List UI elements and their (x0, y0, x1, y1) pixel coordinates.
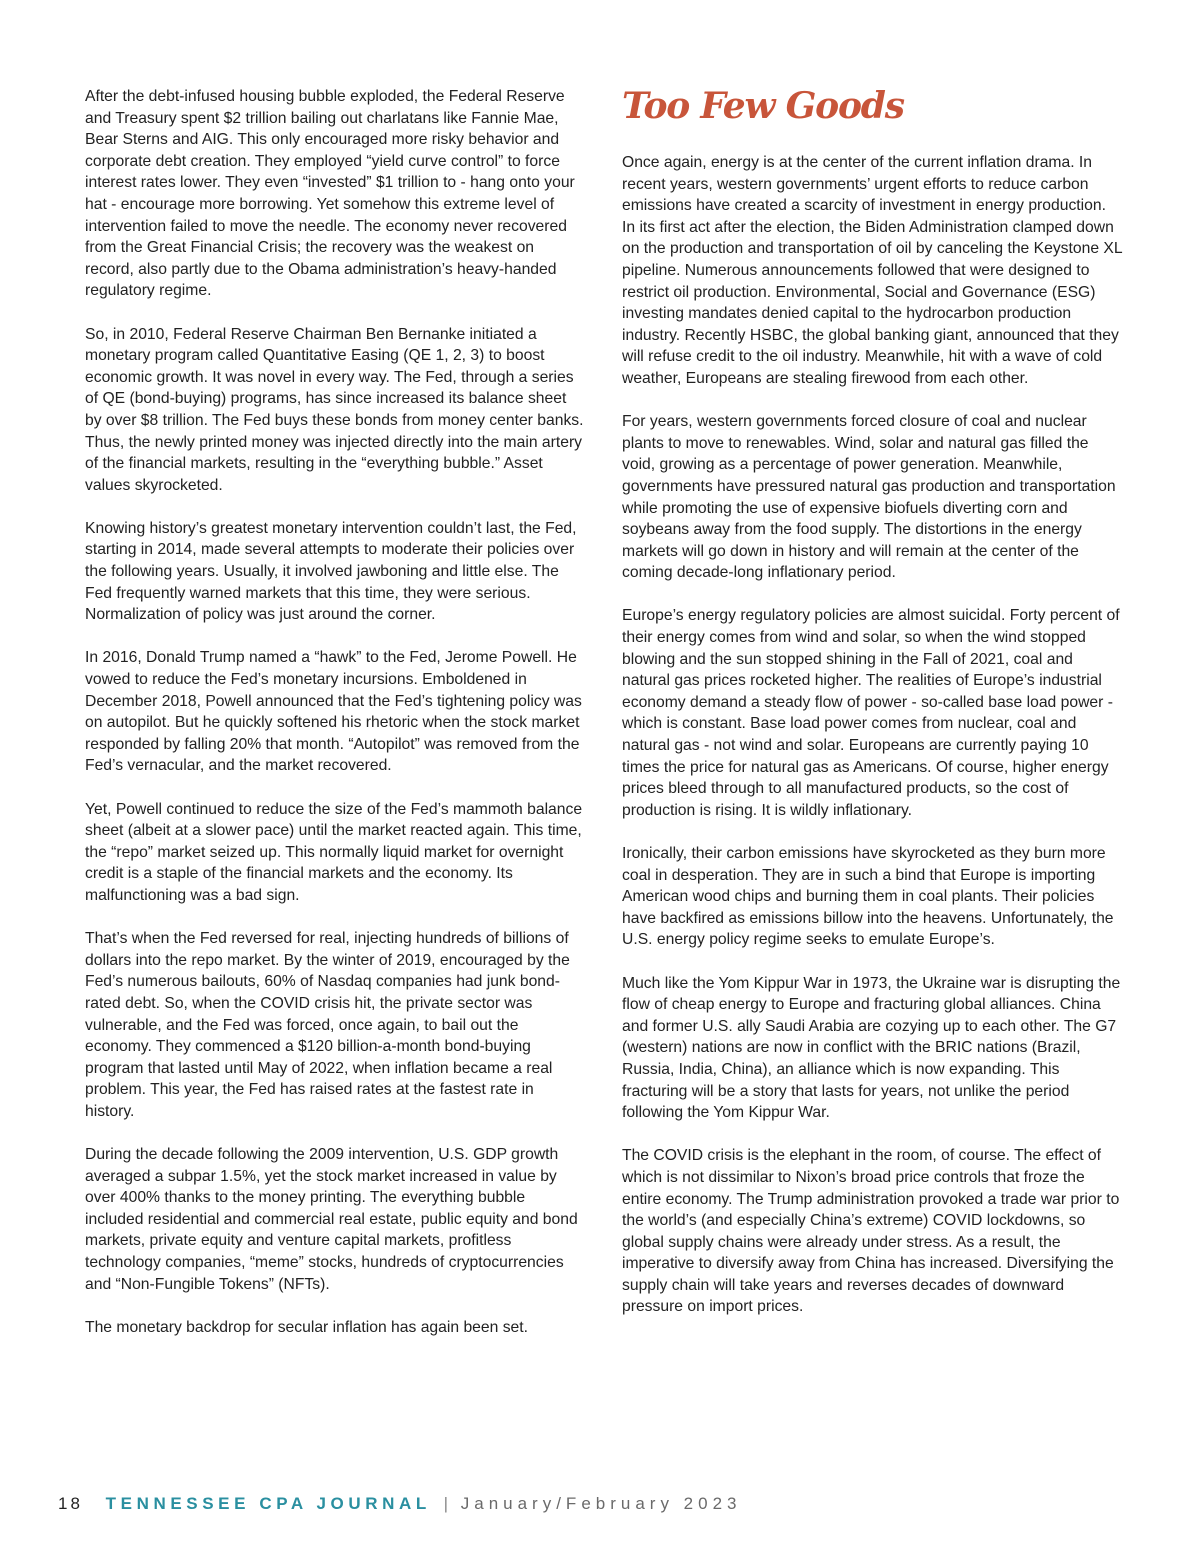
body-paragraph: So, in 2010, Federal Reserve Chairman Ben Bernanke initiated a monetary program called Quantitative Easing (QE 1, 2, 3) to boost economic growth. It was novel in every way. The Fed, through a series of QE (bond-buying) programs, has since increased its balance sheet by over $8 trillion. The Fed buys these bonds from money center banks. Thus, the newly printed money was injected directly into the main artery of the financial markets, resulting in the “everything bubble.” Asset values skyrocketed. (85, 325, 584, 494)
left-column (85, 86, 585, 1360)
body-paragraph: Ironically, their carbon emissions have skyrocketed as they burn more coal in desperation. They are in such a bind that Europe is importing American wood chips and burning them in coal plants. Their policies have backfired as emissions billow into the heavens. Unfortunately, the U.S. energy policy regime seeks to emulate Europe’s. (622, 845, 1114, 949)
body-paragraph: For years, western governments forced closure of coal and nuclear plants to move to renewables. Wind, solar and natural gas filled the void, growing as a percentage of power generation. Meanwhile, governments have pressured natural gas production and transportation while promoting the use of expensive biofuels diverting corn and soybeans away from the food supply. The distortions in the energy markets will go down in history and will remain at the center of the coming decade-long inflationary period. (622, 413, 1116, 582)
issue-date: January/February 2023 (460, 1494, 742, 1513)
body-paragraph: Knowing history’s greatest monetary intervention couldn’t last, the Fed, starting in 2014, made several attempts to moderate their policies over the following years. Usually, it involved jawboning and little else. The Fed frequently warned markets that this time, they were serious. Normalization of policy was just around the corner. (85, 519, 577, 624)
section-heading: Too Few Goods (622, 85, 904, 127)
body-paragraph: Much like the Yom Kippur War in 1973, the Ukraine war is disrupting the flow of cheap energy to Europe and fracturing global alliances. China and former U.S. ally Saudi Arabia are cozying up to each other. The G7 (western) nations are now in conflict with the BRIC nations (Brazil, Russia, India, China), an alliance which is now expanding. This fracturing will be a story that lasts for years, not unlike the period following the Yom Kippur War. (622, 974, 1121, 1122)
body-paragraph: The monetary backdrop for secular inflation has again been set. (85, 1318, 528, 1336)
body-paragraph: Once again, energy is at the center of the current inflation drama. In recent years, western governments’ urgent efforts to reduce carbon emissions have created a scarcity of investment in energy production. In its first act after the election, the Biden Administration clamped down on the production and transportation of oil by canceling the Keystone XL pipeline. Numerous announcements followed that were designed to restrict oil production. Environmental, Social and Governance (ESG) investing mandates denied capital to the hydrocarbon production industry. Recently HSBC, the global banking giant, announced that they will refuse credit to the oil industry. Meanwhile, hit with a wave of cold weather, Europeans are stealing firewood from each other. (622, 154, 1123, 387)
body-paragraph: Europe’s energy regulatory policies are almost suicidal. Forty percent of their energy comes from wind and solar, so when the wind stopped blowing and the sun stopped shining in the Fall of 2021, coal and natural gas prices rocketed higher. The realities of Europe’s industrial economy demand a steady flow of power - so-called base load power - which is constant. Base load power comes from nuclear, coal and natural gas - not wind and solar. Europeans are currently paying 10 times the price for natural gas as Americans. Of course, higher energy prices bleed through to all manufactured products, so the cost of production is rising. It is wildly inflationary. (622, 607, 1120, 819)
body-paragraph: The COVID crisis is the elephant in the room, of course. The effect of which is not dissimilar to Nixon’s broad price controls that froze the entire economy. The Trump administration provoked a trade war prior to the world’s (and especially China’s extreme) COVID lockdowns, so global supply chains were already under stress. As a result, the imperative to diversify away from China has increased. Diversifying the supply chain will take years and reverses decades of downward pressure on import prices. (622, 1147, 1120, 1316)
body-paragraph: That’s when the Fed reversed for real, injecting hundreds of billions of dollars into the repo market. By the winter of 2019, encouraged by the Fed’s numerous bailouts, 60% of Nasdaq companies had junk bond-rated debt. So, when the COVID crisis hit, the private sector was vulnerable, and the Fed was forced, once again, to bail out the economy. They commenced a $120 billion-a-month bond-buying program that lasted until May of 2022, when inflation became a real problem. This year, the Fed has raised rates at the fastest rate in history. (85, 930, 570, 1120)
body-paragraph: In 2016, Donald Trump named a “hawk” to the Fed, Jerome Powell. He vowed to reduce the Fed’s monetary incursions. Emboldened in December 2018, Powell announced that the Fed’s tightening policy was on autopilot. But he quickly softened his rhetoric when the stock market responded by falling 20% that month. “Autopilot” was removed from the Fed’s vernacular, and the market recovered. (85, 649, 582, 775)
body-paragraph: After the debt-infused housing bubble exploded, the Federal Reserve and Treasury spent $2 trillion bailing out charlatans like Fannie Mae, Bear Sterns and AIG. This only encouraged more risky behavior and corporate debt creation. They employed “yield curve control” to force interest rates lower. They even “invested” $1 trillion to - hang onto your hat - encourage more borrowing. Yet somehow this extreme level of intervention failed to move the needle. The economy never recovered from the Great Financial Crisis; the recovery was the weakest on record, also partly due to the Obama administration’s heavy-handed regulatory regime. (85, 88, 575, 300)
page-footer (58, 1492, 742, 1516)
right-column (622, 86, 1122, 1340)
body-paragraph: During the decade following the 2009 intervention, U.S. GDP growth averaged a subpar 1.5%, yet the stock market increased in value by over 400% thanks to the money printing. The everything bubble included residential and commercial real estate, public equity and bond markets, private equity and venture capital markets, profitless technology companies, “meme” stocks, hundreds of cryptocurrencies and “Non-Fungible Tokens” (NFTs). (85, 1146, 578, 1293)
body-paragraph: Yet, Powell continued to reduce the size of the Fed’s mammoth balance sheet (albeit at a slower pace) until the market reacted again. This time, the “repo” market seized up. This normally liquid market for overnight credit is a staple of the financial markets and the economy. Its malfunctioning was a bad sign. (85, 800, 583, 904)
journal-name: TENNESSEE CPA JOURNAL (105, 1494, 431, 1513)
footer-separator: | (443, 1494, 448, 1513)
page-number: 18 (58, 1494, 83, 1513)
